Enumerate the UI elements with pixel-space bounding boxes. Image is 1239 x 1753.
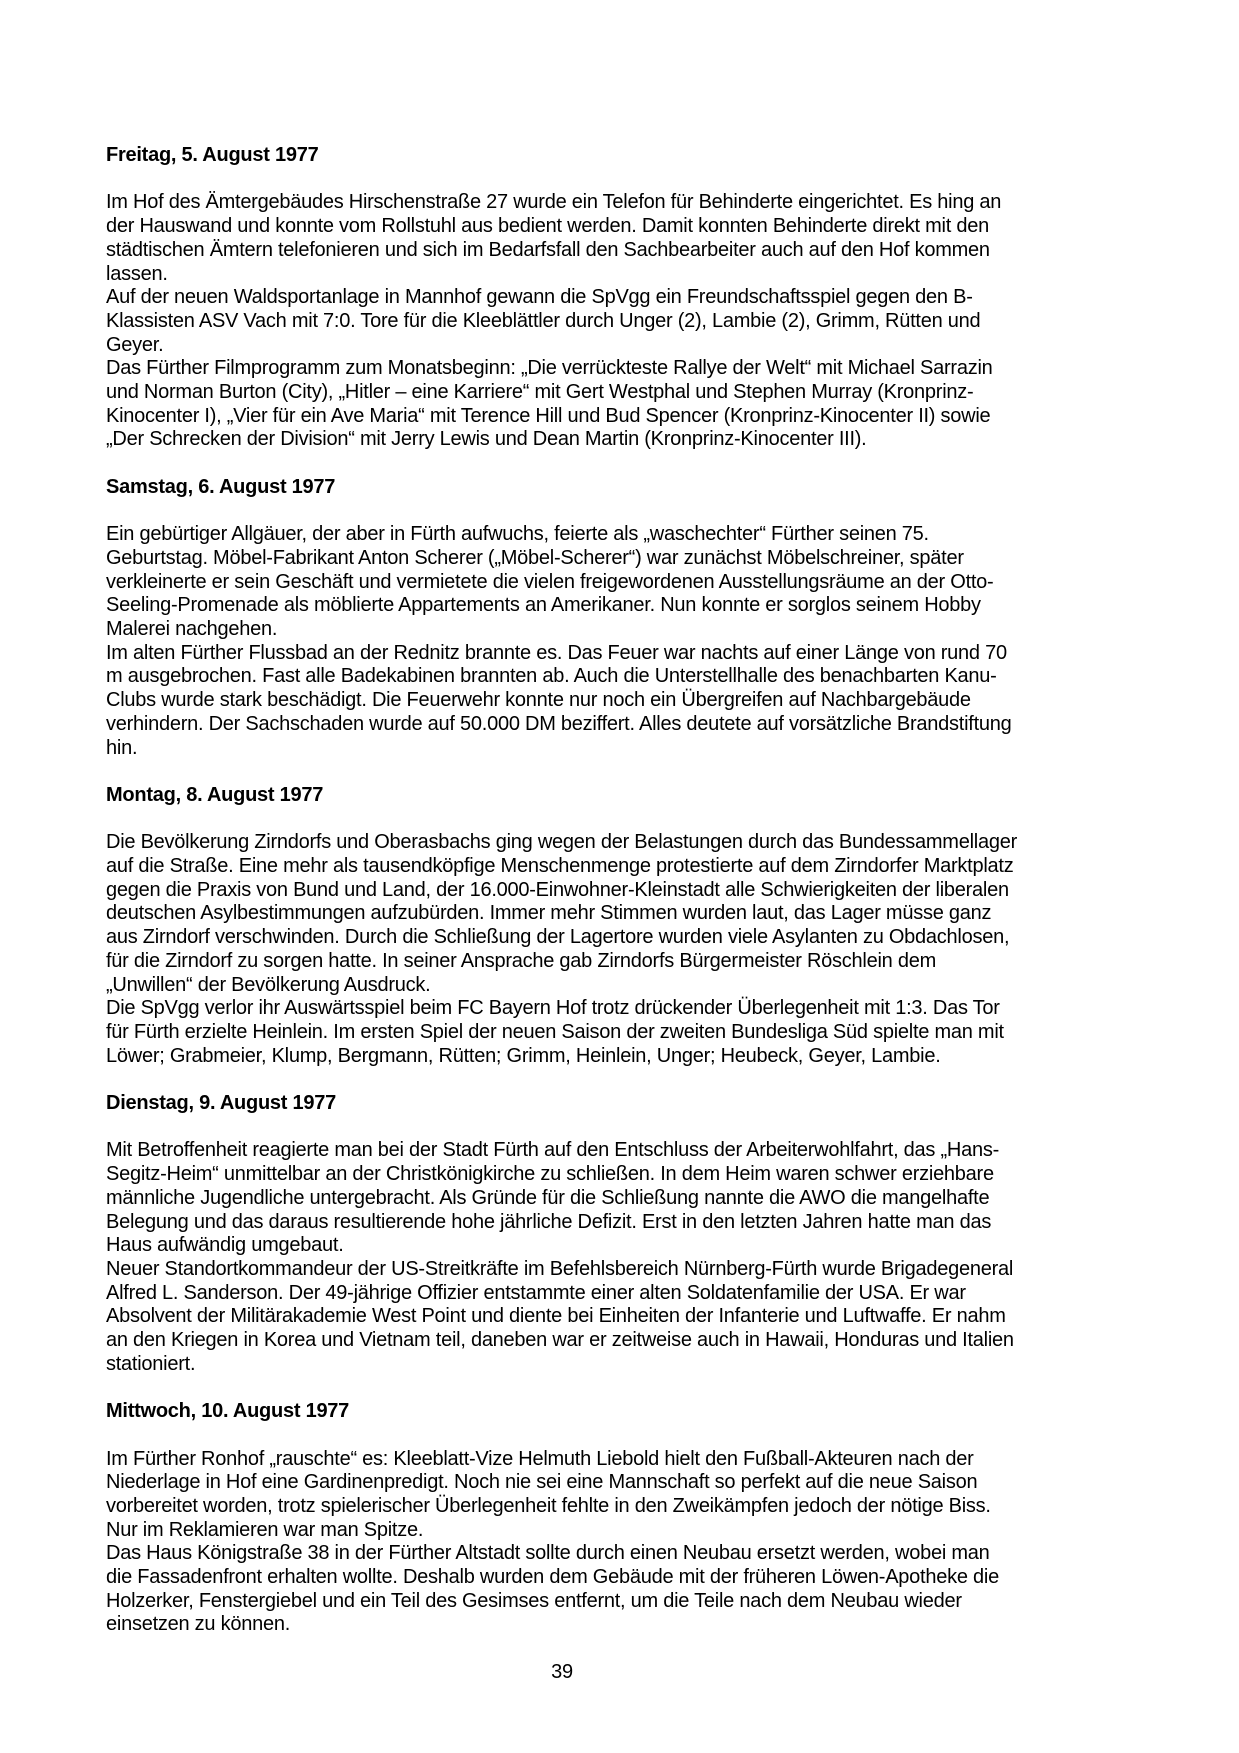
paragraph: Das Fürther Filmprogramm zum Monatsbeginn: „Die verrückteste Rallye der Welt“ mit Michael Sarrazin und Norman Burton (City), „Hitler – eine Karriere“ mit Gert Westphal und Stephen Murray (Kronprinz-Kinocenter I), „Vier für ein Ave Maria“ mit Terence Hill und Bud Spencer (Kronprinz-Kinocenter II) sowie „Der Schrecken der Division“ mit Jerry Lewis und Dean Martin (Kronprinz-Kinocenter III). — [106, 357, 993, 451]
paragraph: Auf der neuen Waldsportanlage in Mannhof gewann die SpVgg ein Freundschaftsspiel gegen den B-Klassisten ASV Vach mit 7:0. Tore für die Kleeblättler durch Unger (2), Lambie (2), Grimm, Rütten und Geyer. — [106, 286, 981, 356]
paragraph: Im Hof des Ämtergebäudes Hirschenstraße 27 wurde ein Telefon für Behinderte eingerichtet. Es hing an der Hauswand und konnte vom Rollstuhl aus bedient werden. Damit konnten Behinderte direkt mit den städtischen Ämtern telefonieren und sich im Bedarfsfall den Sachbearbeiter auch auf den Hof kommen lassen. — [106, 191, 1002, 285]
section-heading: Dienstag, 9. August 1977 — [106, 1092, 336, 1115]
section-heading: Samstag, 6. August 1977 — [106, 475, 336, 498]
paragraph: Ein gebürtiger Allgäuer, der aber in Fürth aufwuchs, feierte als „waschechter“ Fürther seinen 75. Geburtstag. Möbel-Fabrikant Anton Scherer („Möbel-Scherer“) war zunächst Möbelschreiner, später verkleinerte er sein Geschäft und vermietete die vielen freigewordenen Ausstellungsräume an der Otto-Seeling-Promenade als möblierte Appartements an Amerikaner. Nun konnte er sorglos seinem Hobby Malerei nachgehen. — [106, 523, 994, 641]
paragraph: Neuer Standortkommandeur der US-Streitkräfte im Befehlsbereich Nürnberg-Fürth wurde Brigadegeneral Alfred L. Sanderson. Der 49-jährige Offizier entstammte einer alten Soldatenfamilie der USA. Er war Absolvent der Militärakademie West Point und diente bei Einheiten der Infanterie und Luftwaffe. Er nahm an den Kriegen in Korea und Vietnam teil, daneben war er zeitweise auch in Hawaii, Honduras und Italien stationiert. — [106, 1257, 1014, 1375]
paragraph: Die Bevölkerung Zirndorfs und Oberasbachs ging wegen der Belastungen durch das Bundessammellager auf die Straße. Eine mehr als tausendköpfige Menschenmenge protestierte auf dem Zirndorfer Marktplatz gegen die Praxis von Bund und Land, der 16.000-Einwohner-Kleinstadt alle Schwierigkeiten der liberalen deutschen Asylbestimmungen aufzubürden. Immer mehr Stimmen wurden laut, das Lager müsse ganz aus Zirndorf verschwinden. Durch die Schließung der Lagertore wurden viele Asylanten zu Obdachlosen, für die Zirndorf zu sorgen hatte. In seiner Ansprache gab Zirndorfs Bürgermeister Röschlein dem „Unwillen“ der Bevölkerung Ausdruck. — [106, 831, 1017, 996]
paragraph: Mit Betroffenheit reagierte man bei der Stadt Fürth auf den Entschluss der Arbeiterwohlfahrt, das „Hans-Segitz-Heim“ unmittelbar an der Christkönigkirche zu schließen. In dem Heim waren schwer erziehbare männliche Jugendliche untergebracht. Als Gründe für die Schließung nannte die AWO die mangelhafte Belegung und das daraus resultierende hohe jährliche Defizit. Erst in den letzten Jahren hatte man das Haus aufwändig umgebaut. — [106, 1139, 999, 1257]
paragraph: Im Fürther Ronhof „rauschte“ es: Kleeblatt-Vize Helmuth Liebold hielt den Fußball-Akteuren nach der Niederlage in Hof eine Gardinenpredigt. Noch nie sei eine Mannschaft so perfekt auf die neue Saison vorbereitet worden, trotz spielerischer Überlegenheit fehlte in den Zweikämpfen jedoch der nötige Biss. Nur im Reklamieren war man Spitze. — [106, 1447, 991, 1541]
section-mittwoch-10-august — [106, 1400, 1018, 1637]
paragraph: Das Haus Königstraße 38 in der Fürther Altstadt sollte durch einen Neubau ersetzt werden, wobei man die Fassadenfront erhalten wollte. Deshalb wurden dem Gebäude mit der früheren Löwen-Apotheke die Holzerker, Fenstergiebel und ein Teil des Gesimses entfernt, um die Teile nach dem Neubau wieder einsetzen zu können. — [106, 1542, 999, 1636]
section-heading: Mittwoch, 10. August 1977 — [106, 1400, 350, 1423]
section-freitag-5-august — [106, 144, 1018, 452]
section-samstag-6-august — [106, 476, 1018, 760]
section-heading: Montag, 8. August 1977 — [106, 783, 324, 806]
section-heading: Freitag, 5. August 1977 — [106, 144, 319, 166]
paragraph: Die SpVgg verlor ihr Auswärtsspiel beim FC Bayern Hof trotz drückender Überlegenheit mit 1:3. Das Tor für Fürth erzielte Heinlein. Im ersten Spiel der neuen Saison der zweiten Bundesliga Süd spielte man mit Löwer; Grabmeier, Klump, Bergmann, Rütten; Grimm, Heinlein, Unger; Heubeck, Geyer, Lambie. — [106, 997, 1004, 1067]
section-dienstag-9-august — [106, 1092, 1018, 1376]
page-number: 39 — [551, 1660, 573, 1683]
section-montag-8-august — [106, 784, 1018, 1068]
paragraph: Im alten Fürther Flussbad an der Rednitz brannte es. Das Feuer war nachts auf einer Länge von rund 70 m ausgebrochen. Fast alle Badekabinen brannten ab. Auch die Unterstellhalle des benachbarten Kanu-Clubs wurde stark beschädigt. Die Feuerwehr konnte nur noch ein Übergreifen auf Nachbargebäude verhindern. Der Sachschaden wurde auf 50.000 DM beziffert. Alles deutete auf vorsätzliche Brandstiftung hin. — [106, 641, 1012, 759]
page-content — [106, 144, 1018, 1685]
